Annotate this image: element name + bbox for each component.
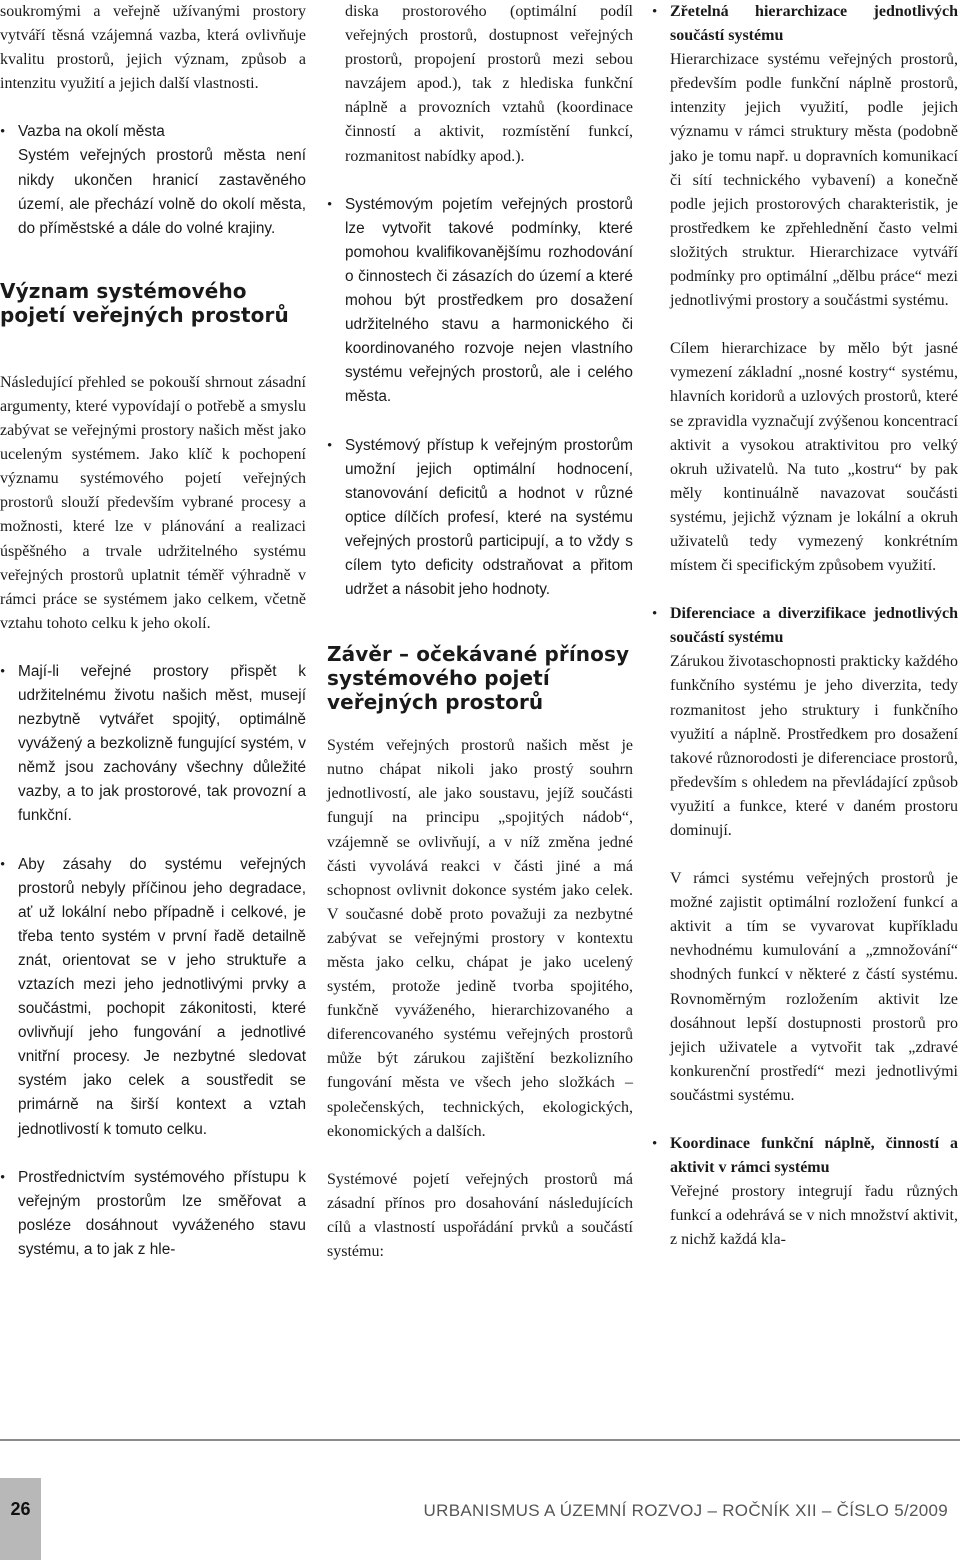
list-item-text: Mají-li veřejné prostory přispět k udržitelnému životu našich měst, musejí nezbytně vytvářet spojitý, optimálně vyvážený a bezkolizně fungující systém, v němž jsou zachovány všechny důležité vazby, a to jak prostorové, tak provozní a funkční. <box>18 662 306 825</box>
list-item-text: Cílem hierarchizace by mělo být jasné vymezení základní „nosné kostry“ systému, hlavních koridorů a uzlových prostorů, které se zpravidla vyznačují zvýšenou koncentrací aktivit a vysokou atraktivitou pro velký okruh uživatelů. Na tuto „kostru“ by pak měly kontinuálně navazovat součásti systému, jejichž význam je lokální a okruh uživatelů tedy vymezený konkrétním místem či specifickým způsobem využití. <box>670 340 958 575</box>
list-item-text: Systém veřejných prostorů města není nikdy ukončen hranicí zastavěného území, ale přechází volně do okolí města, do příměstské a dále do volné krajiny. <box>18 147 306 237</box>
conclusion-paragraph-2: Systémové pojetí veřejných prostorů má zásadní přínos pro dosahování následujících cílů a vlastností uspořádání prvků a součástí systému: <box>327 1170 633 1261</box>
list-item-title: • Diferenciace a diverzifikace jednotlivých součástí systému <box>670 605 958 647</box>
argument-list-continued <box>327 193 633 603</box>
list-item <box>327 434 633 603</box>
list-item-text: Zárukou životaschopnosti prakticky každého funkčního systému je jeho diverzita, tedy rozmanitost jeho struktury i funkčního využití a náplně. Prostředkem pro dosažení takové různorodosti je diferenciace prostorů, především s ohledem na převládající způsob využití a funkce, které v daném prostoru dominují. <box>670 653 958 839</box>
column-3 <box>652 0 958 1253</box>
list-item <box>327 193 633 410</box>
vazba-list <box>0 120 306 240</box>
list-item-text: V rámci systému veřejných prostorů je možné zajistit optimální rozložení funkcí a aktivit a tím se vyvarovat kupříkladu nevhodnému kumulování a „zmnožování“ shodných funkcí v některé z částí systému. Rovnoměrným rozložením aktivit lze dosáhnout lepší dostupnosti prostorů pro jejich uživatele a vytvořit tak „zdravé konkurenční prostředí“ mezi jednotlivými součástmi systému. <box>670 870 958 1104</box>
conclusion-paragraph-1: Systém veřejných prostorů našich měst je nutno chápat nikoli jako prostý souhrn jednotlivostí, ale jako soustavu, jejíž součásti fungují na principu „spojitých nádob“, vzájemně se ovlivňují, a v níž změna jedné části vyvolává reakci v části jiné a má schopnost ovlivnit dokonce systém jako celek. V současné době proto považuji za nezbytné zabývat se veřejnými prostory v kontextu města jako celku, chápat je jako ucelený systém, protože jedině tvorba spojitého, funkčně vyváženého, hierarchizovaného a diferencovaného systému veřejných prostorů může být zárukou zajištění bezkolizního fungování města ve všech jeho složkách – společenských, technických, ekologických, ekonomických a dalších. <box>327 737 633 1140</box>
section-paragraph: Následující přehled se pokouší shrnout zásadní argumenty, které vypovídají o potřebě a smyslu zabývat se veřejnými prostory našich měst jako uceleným systémem. Jako klíč k pochopení významu systémového pojetí veřejných prostorů slouží především vybrané procesy a možnosti, které lze v plánování a realizaci úspěšného a trvale udržitelného systému veřejných prostorů uplatnit téměř výhradně v rámci práce se systémem jako celkem, včetně vztahu tohoto celku k jeho okolí. <box>0 373 306 632</box>
footer-divider <box>0 1439 960 1441</box>
list-item-text: Prostřednictvím systémového přístupu k veřejným prostorům lze směřovat a posléze dosáhnout vyváženého stavu systému, a to jak z hle- <box>18 1168 306 1258</box>
list-item <box>0 120 306 240</box>
conclusion-heading: Závěr – očekávané přínosy systémového pojetí veřejných prostorů <box>327 642 630 715</box>
list-item <box>0 660 306 829</box>
list-item <box>0 1166 306 1262</box>
argument-list <box>0 660 306 1262</box>
list-item-text: Systémovým pojetím veřejných prostorů lze vytvořit takové podmínky, které pomohou kvalifikovanějšímu rozhodování o činnostech či zásazích do území a které mohou být prostředkem pro dosažení udržitelného stavu a harmonického či koordinovaného rozvoje nejen vlastního systému veřejných prostorů, ale i celého města. <box>345 195 633 406</box>
section-heading: Význam systémového pojetí veřejných prostorů <box>0 278 289 327</box>
journal-title: URBANISMUS A ÚZEMNÍ ROZVOJ – ROČNÍK XII – ČÍSLO 5/2009 <box>423 1501 948 1520</box>
list-item <box>652 602 958 1108</box>
page-number: 26 <box>0 1478 41 1560</box>
list-item-title: • Koordinace funkční náplně, činností a aktivit v rámci systému <box>670 1135 958 1177</box>
list-item-text: Systémový přístup k veřejným prostorům umožní jejich optimální hodnocení, stanovování deficitů a hodnot v různé optice dílčích profesí, které na systému veřejných prostorů participují, a to vždy s cílem tyto deficity odstraňovat a přitom udržet a násobit jeho hodnoty. <box>345 436 633 599</box>
list-item <box>0 853 306 1142</box>
list-item <box>652 1132 958 1252</box>
list-item-text: Veřejné prostory integrují řadu různých funkcí a odehrává se v nich množství aktivit, z nichž každá kla- <box>670 1183 958 1249</box>
list-item-title: • Vazba na okolí města <box>18 123 165 141</box>
list-item-title: • Zřetelná hierarchizace jednotlivých součástí systému <box>670 3 958 45</box>
list-item <box>652 0 958 578</box>
column-2 <box>327 0 633 1264</box>
list-item-text: Hierarchizace systému veřejných prostorů, především podle funkční náplně prostorů, intenzity jejich využití, podle jejich významu v rámci struktury města (podobně jako je tomu např. u dopravních komunikací či sítí technického vybavení) a konečně podle jejich prostorových charakteristik, je prostředkem ke zpřehlednění často velmi složitých struktur. Hierarchizace vytváří podmínky pro optimální „dělbu práce“ mezi jednotlivými prostory a součástmi systému. <box>670 51 958 310</box>
goals-list <box>652 0 958 1253</box>
column-1 <box>0 0 306 1262</box>
continued-text: diska prostorového (optimální podíl veřejných prostorů, dostupnost veřejných prostorů, propojení prostorů mezi sebou navzájem apod.), tak z hlediska funkční náplně a provozních vztahů (koordinace činností a aktivit, rozmístění funkcí, rozmanitost nabídky apod.). <box>345 3 633 165</box>
intro-paragraph: soukromými a veřejně užívanými prostory vytváří těsná vzájemná vazba, která ovlivňuje kvalitu prostorů, jejich význam, způsob a intenzitu využití a jejich další vlastnosti. <box>0 3 306 93</box>
list-item-text: Aby zásahy do systému veřejných prostorů nebyly příčinou jeho degradace, ať už lokální nebo případně i celkové, je třeba tento systém v první řadě detailně znát, orientovat se v jeho struktuře a vztazích mezi jeho jednotlivými prvky a součástmi, pochopit zákonitosti, které ovlivňují jeho fungování a jednotlivé vnitřní procesy. Je nezbytné sledovat systém jako celek a soustředit se primárně na širší kontext a vztah jednotlivostí k tomuto celku. <box>18 855 306 1138</box>
